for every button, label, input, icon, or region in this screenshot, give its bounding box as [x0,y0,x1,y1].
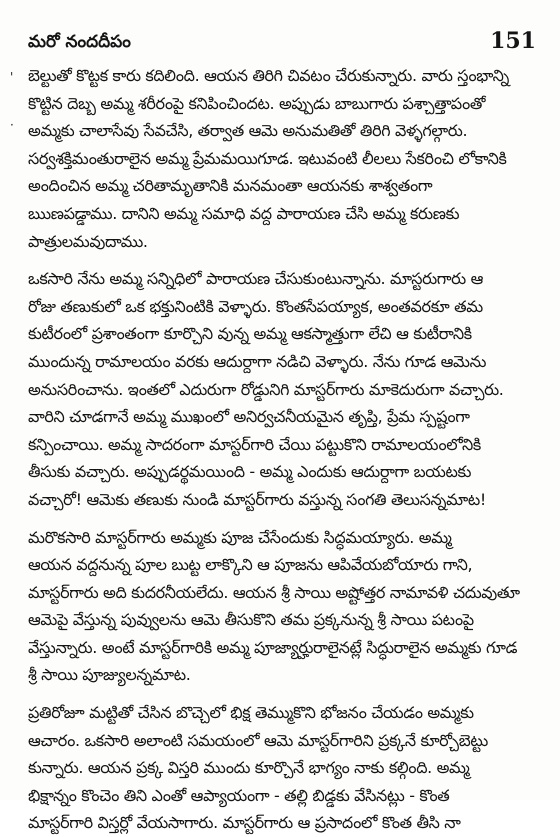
page-number: 151 [490,28,536,54]
text-line: ఆయన వద్దనున్న పూల బుట్ట లాక్కొని ఆ పూజను ఆపివేయబోయారు గాని, [28,555,473,575]
text-line: అమ్మకు చాలాసేవు సేవచేసి, తర్వాత ఆమె అనుమతితో తిరిగి వెళ్ళగల్గారు. [28,121,468,141]
text-line: పాత్రులమవుదాము. [28,231,148,251]
paragraph-4 [28,699,536,837]
text-line: ఋణపడ్డాము. దానిని అమ్మ సమాధి వద్ద పారాయణ చేసి అమ్మ కరుణకు [28,203,460,223]
running-title: మరో నందదీపం [28,32,131,52]
text-line: తీసుకు వచ్చారు. అప్పుడర్థమయింది - అమ్మ ఎందుకు ఆదుర్దాగా బయటకు [28,462,472,482]
text-line: మాస్టర్‌గారి విస్తర్లో వేయసాగారు. మాస్టర్‌గారు ఆ ప్రసాదంలో కొంత తీసి నా [28,813,461,833]
text-line: అనుసరించాను. ఇంతలో ఎదురుగా రోడ్డునిగి మాస్టర్‌గారు మాకెదురుగా వచ్చారు. [28,379,504,399]
text-line: మరొకసారి మాస్టర్‌గారు అమ్మకు పూజ చేసేందుకు సిద్ధమయ్యారు. అమ్మ [28,527,452,547]
text-line: ఆమెపై వేస్తున్న పువ్వులను ఆమె తీసుకొని తమ ప్రక్కనున్న శ్రీ సాయి పటంపై [28,610,474,630]
text-line: అందించిన అమ్మ చరితామృతానికి మనమంతా ఆయనకు శాశ్వతంగా [28,176,433,196]
text-line: కున్నారు. ఆయన ప్రక్క విస్తరి ముందు కూర్చొనే భాగ్యం నాకు కల్గింది. అమ్మ [28,758,470,778]
margin-mark: · [10,118,14,132]
paragraph-2 [28,265,536,513]
text-line: కుటీరంలో ప్రశాంతంగా కూర్చొని వున్న అమ్మ ఆకస్మాత్తుగా లేచి ఆ కుటీరానికి [28,324,472,344]
text-line: ఒకసారి నేను అమ్మ సన్నిధిలో పారాయణ చేసుకుంటున్నాను. మాస్టరుగారు ఆ [28,269,483,289]
text-line: ముందున్న రామాలయం వరకు ఆదుర్దాగా నడిచి వెళ్ళారు. నేను గూడ ఆమెను [28,351,487,371]
paragraph-1 [28,62,536,255]
text-line: వారిని చూడగానే అమ్మ ముఖంలో అనిర్వచనీయమైన తృప్తి, ప్రేమ స్పష్టంగా [28,407,470,427]
text-line: కన్పించాయి. అమ్మ సాదరంగా మాస్టర్‌గారి చేయి పట్టుకొని రామాలయంలోనికి [28,434,481,454]
text-line: ఆచారం. ఒకసారి అలాంటి సమయంలో ఆమె మాస్టర్‌గారిని ప్రక్కనే కూర్చోబెట్టు [28,730,488,750]
margin-mark: ' [10,70,14,84]
body-text [28,62,536,837]
paragraph-3 [28,524,536,690]
text-line: సర్వశక్తిమంతురాలైన అమ్మ ప్రేమమయిగూడ. ఇటువంటి లీలలు సేకరించి లోకానికి [28,148,507,168]
text-line: ప్రతిరోజూ మట్టితో చేసిన బొచ్చెలో భిక్ష తెమ్ముకొని భోజనం చేయడం అమ్మకు [28,703,474,723]
text-line: రోజు తణుకులో ఒక భక్తునింటికి వెళ్ళారు. కొంతసేపయ్యాక, అంతవరకూ తమ [28,296,483,316]
text-line: వేస్తున్నారు. అంటే మాస్టర్‌గారికి అమ్మ పూజ్యార్హురాలైనట్లే సిద్ధురాలైన అమ్మకు గూడ [28,637,518,657]
text-line: కొట్టిన దెబ్బ అమ్మ శరీరంపై కనిపించిందట. అప్పుడు బాబుగారు పశ్చాత్తాపంతో [28,93,486,113]
text-line: బెల్టుతో కొట్టక కారు కదిలింది. ఆయన తిరిగి చివటం చేరుకున్నారు. వారు స్తంభాన్ని [28,66,509,85]
text-line: శ్రీ సాయి పూజ్యులన్నమాట. [28,665,191,685]
page-header [28,28,536,58]
text-line: వచ్చారో! ఆమెకు తణుకు నుండి మాస్టర్‌గారు వస్తున్న సంగతి తెలుసన్నమాట! [28,489,486,509]
text-line: మాస్టర్‌గారు అది కుదరనీయలేదు. ఆయన శ్రీ సాయి అష్టోత్తర నామావళి చదువుతూ [28,582,520,602]
text-line: భిక్షాన్నం కొంచెం తిని ఎంతో ఆప్యాయంగా - తల్లి బిడ్డకు వేసినట్లు - కొంత [28,785,450,805]
